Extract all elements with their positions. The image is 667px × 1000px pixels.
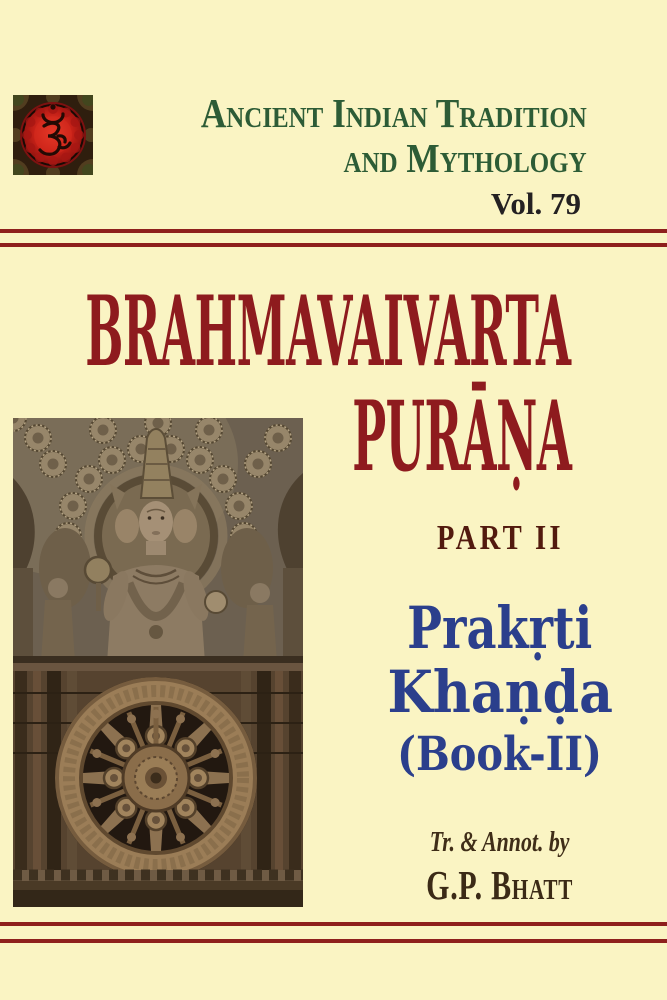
author-name: G.P. Bhatt — [426, 862, 574, 908]
book-title-line1: BRAHMAVAIVARTA — [85, 275, 571, 388]
volume-number: Vol. 79 — [490, 186, 581, 221]
subtitle-line2: Khaṇḍa — [387, 658, 613, 726]
subtitle-line1: Prakṛti — [407, 594, 593, 662]
series-title-line2: and Mythology — [343, 135, 587, 181]
series-title-line1: Ancient Indian Tradition — [201, 90, 587, 136]
chariot-wheel — [13, 663, 303, 907]
temple-carving-and-wheel-image — [13, 418, 303, 907]
deity-carving — [13, 418, 303, 666]
cover-photo — [13, 418, 303, 907]
book-number: (Book-II) — [397, 727, 603, 782]
series-title — [138, 91, 587, 181]
om-logo — [13, 95, 93, 175]
bottom-double-rule — [0, 922, 667, 943]
translator-byline: Tr. & Annot. by — [430, 827, 570, 858]
book-title-line2: PURĀṆA — [351, 380, 571, 493]
om-mandala-icon — [13, 95, 93, 175]
part-label: PART II — [436, 518, 564, 557]
top-double-rule — [0, 229, 667, 247]
